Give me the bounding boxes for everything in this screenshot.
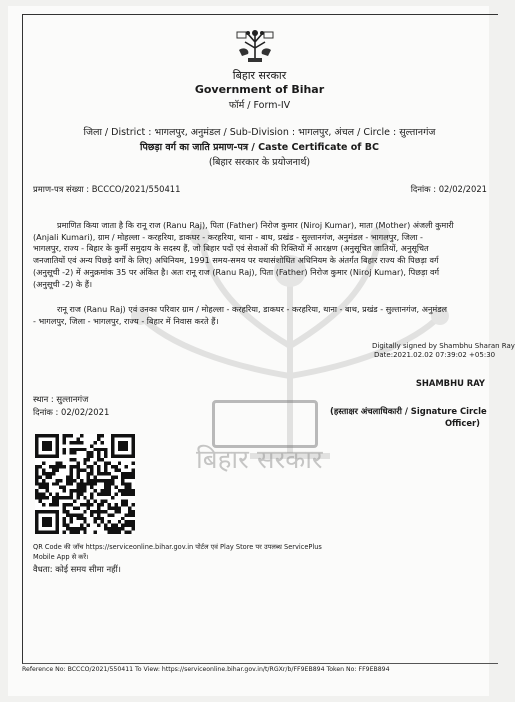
- header-form: फॉर्म / Form-IV: [228, 100, 291, 111]
- reference-footer: Reference No: BCCCO/2021/550411 To View: https://serviceonline.bihar.gov.in/t/RGXr/b/FF9EB894 Token No: FF9EB894: [22, 666, 390, 673]
- qr-note-line: QR Code की जाँच https://serviceonline.bihar.gov.in पोर्टल एवं Play Store पर उपलब्ध ServicePlus: [33, 543, 322, 551]
- validity-note: वैधता: कोई समय सीमा नहीं।: [33, 564, 121, 574]
- body-line: रानू राज (Ranu Raj) एवं उनका परिवार ग्राम / मोहल्ला - करहरिया, डाकघर - करहरिया, थाना - बाथ, प्रखंड - सुल्तानगंज, अनुमंडल: [57, 304, 448, 314]
- header-hindi-govt: बिहार सरकार: [232, 69, 287, 82]
- bihar-emblem-icon: [236, 28, 274, 64]
- watermark-text: बिहार सरकार: [196, 445, 323, 475]
- designation-line: (हस्ताक्षर अंचलाधिकारी / Signature Circle: [330, 406, 487, 416]
- place-label: स्थान : सुल्तानगंज: [33, 394, 89, 404]
- body-line: (अनुसूची -2) में अनुक्रमांक 35 पर अंकित है। अतः रानू राज (Ranu Raj), पिता (Father) निरोज कुमार (Niroj Kumar), पिछड़ा वर्ग: [33, 266, 440, 277]
- body-line: (Anjali Kumari), ग्राम / मोहल्ला - करहरिया, डाकघर - करहरिया, थाना - बाथ, प्रखंड - सुल्तानगंज, अनुमंडल - भागलपुर, जिला -: [33, 231, 423, 242]
- designation-line: Officer): [444, 418, 480, 428]
- signature-designation: [330, 405, 487, 429]
- certificate-purpose: (बिहार सरकार के प्रयोजनार्थ): [208, 157, 311, 168]
- signer-name: SHAMBHU RAY: [415, 378, 485, 388]
- digital-signature-date: Date:2021.02.02 07:39:02 +05:30: [374, 351, 496, 359]
- header-govt: Government of Bihar: [194, 83, 325, 96]
- body-line: जनजातियों एवं अन्य पिछड़े वर्गों के लिए) अधिनियम, 1991 समय-समय पर यथासंशोधित अधिनियम के अंतर्गत बिहार राज्य की पिछड़ा वर्ग: [33, 255, 439, 266]
- qr-verify-note: [33, 542, 322, 562]
- body-line: प्रमाणित किया जाता है कि रानू राज (Ranu Raj), पिता (Father) निरोज कुमार (Niroj Kumar), माता (Mother) अंजली कुमारी: [57, 220, 454, 230]
- residence-paragraph: [33, 304, 485, 327]
- header-location: जिला / District : भागलपुर, अनुमंडल / Sub-Division : भागलपुर, अंचल / Circle : सुल्तानगंज: [83, 127, 436, 138]
- body-line: (अनुसूची -2) के हैं।: [33, 278, 93, 289]
- certificate-title: पिछड़ा वर्ग का जाति प्रमाण-पत्र / Caste Certificate of BC: [140, 142, 379, 153]
- certificate-number: प्रमाण-पत्र संख्या : BCCCO/2021/550411: [33, 184, 181, 194]
- qr-code: [35, 434, 135, 534]
- qr-note-line: Mobile App से करें।: [33, 553, 89, 561]
- body-line: - भागलपुर, जिला - भागलपुर, राज्य - बिहार में निवास करते हैं।: [33, 315, 219, 326]
- certificate-date: दिनांक : 02/02/2021: [410, 184, 487, 194]
- certificate-body-paragraph: [33, 220, 485, 290]
- digital-signature-line: Digitally signed by Shambhu Sharan Ray: [372, 342, 515, 350]
- place-date-label: दिनांक : 02/02/2021: [33, 407, 110, 417]
- body-line: भागलपुर, राज्य - बिहार के कुर्मी समुदाय के सदस्य हैं, जो बिहार पदों एवं सेवाओं की रिक्तियों में आरक्षण (अनुसूचित जातियों, अनुसूचित: [33, 243, 429, 254]
